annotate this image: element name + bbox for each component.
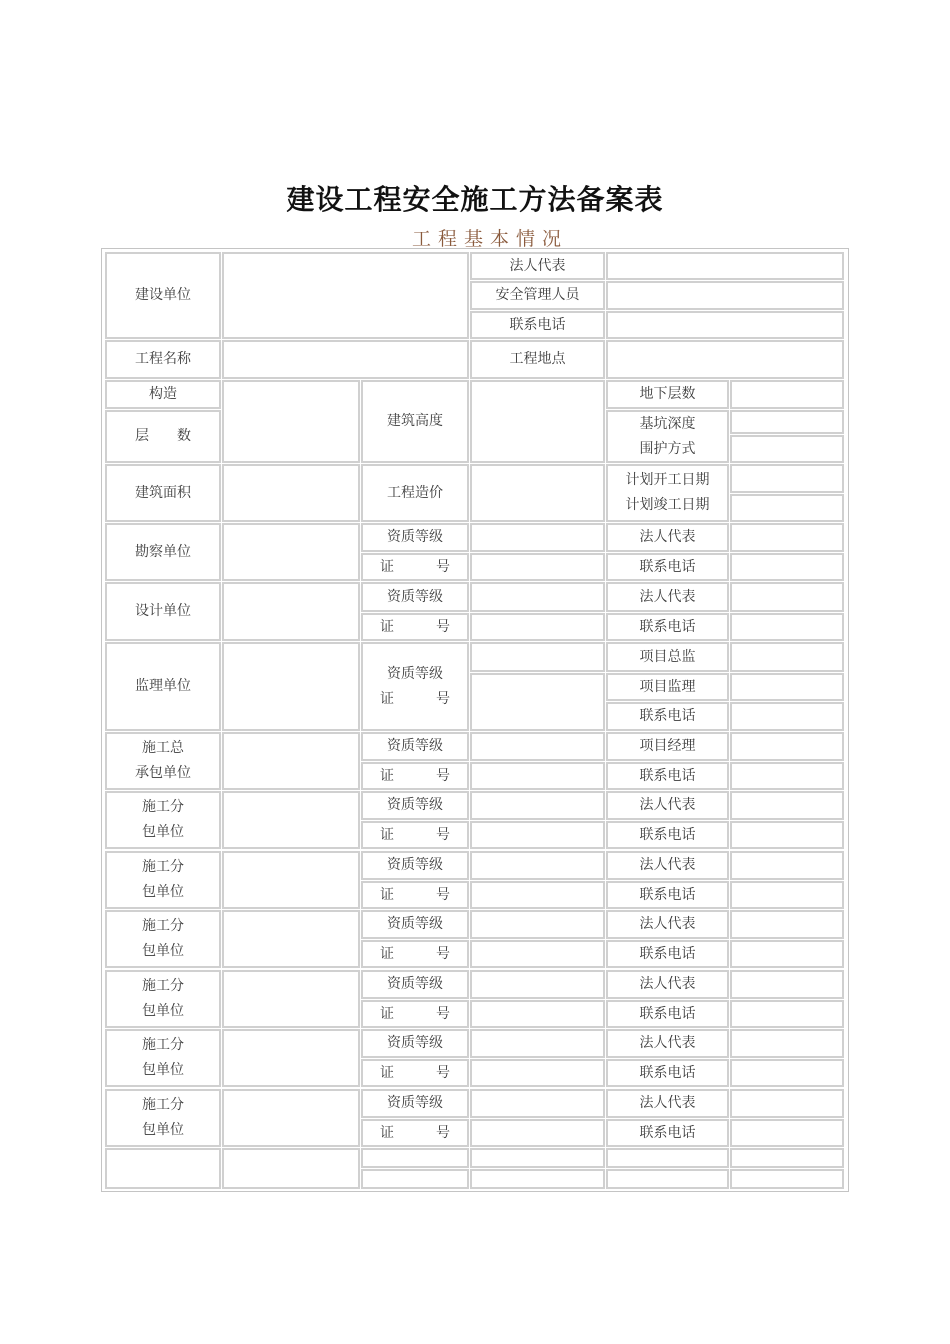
value-fenbao-qual[interactable] (470, 791, 605, 820)
label-sheji-phone: 联系电话 (606, 613, 729, 641)
label-zongbao-phone: 联系电话 (606, 762, 729, 790)
value-fenbao-legal[interactable] (730, 851, 844, 880)
label-jianli-supervisor: 项目监理 (606, 673, 729, 701)
label-fenbao-qual: 资质等级 (361, 910, 469, 939)
label-fenbao-unit: 施工分 包单位 (105, 791, 221, 849)
label-fenbao-legal: 法人代表 (606, 970, 729, 999)
value-sheji-qual[interactable] (470, 582, 605, 612)
label-structure: 构造 (105, 380, 221, 409)
label-fenbao-qual: 资质等级 (361, 851, 469, 880)
label-jianli-chief: 项目总监 (606, 642, 729, 672)
label-kancha-legal: 法人代表 (606, 523, 729, 552)
value-start-date[interactable] (730, 464, 844, 493)
value-underground-floors[interactable] (730, 380, 844, 409)
label-fenbao-phone: 联系电话 (606, 821, 729, 849)
label-safety-mgr: 安全管理人员 (470, 281, 605, 310)
label-fenbao-phone: 联系电话 (606, 1059, 729, 1087)
label-fenbao-cert: 证 号 (361, 881, 469, 909)
label-fenbao-qual: 资质等级 (361, 1029, 469, 1058)
label-fenbao-unit: 施工分 包单位 (105, 1089, 221, 1147)
label-jianli-unit: 监理单位 (105, 642, 221, 731)
value-fenbao-cert[interactable] (470, 1119, 605, 1147)
value-safety-mgr[interactable] (606, 281, 844, 310)
blank-row-unit[interactable] (222, 1148, 360, 1189)
label-fenbao-unit: 施工分 包单位 (105, 851, 221, 909)
value-fenbao-unit[interactable] (222, 970, 360, 1028)
label-fenbao-legal: 法人代表 (606, 910, 729, 939)
label-kancha-qual: 资质等级 (361, 523, 469, 552)
label-pit-support: 基坑深度 围护方式 (606, 410, 729, 463)
label-fenbao-unit: 施工分 包单位 (105, 910, 221, 968)
value-jianshe-phone[interactable] (606, 311, 844, 339)
value-fenbao-phone[interactable] (730, 1000, 844, 1028)
blank-row-c4a[interactable] (470, 1148, 605, 1168)
label-jianli-phone: 联系电话 (606, 702, 729, 731)
value-fenbao-unit[interactable] (222, 1089, 360, 1147)
label-fenbao-phone: 联系电话 (606, 1000, 729, 1028)
blank-row-c5b[interactable] (606, 1169, 729, 1189)
value-fenbao-cert[interactable] (470, 821, 605, 849)
value-fenbao-unit[interactable] (222, 910, 360, 968)
value-zongbao-qual[interactable] (470, 732, 605, 761)
blank-row-label[interactable] (105, 1148, 221, 1189)
value-fenbao-legal[interactable] (730, 1029, 844, 1058)
label-fenbao-qual: 资质等级 (361, 791, 469, 820)
value-sheji-cert[interactable] (470, 613, 605, 641)
label-fenbao-qual: 资质等级 (361, 970, 469, 999)
value-jianli-supervisor[interactable] (730, 673, 844, 701)
blank-row-c6a[interactable] (730, 1148, 844, 1168)
value-zongbao-unit[interactable] (222, 732, 360, 790)
value-kancha-legal[interactable] (730, 523, 844, 552)
value-project-location[interactable] (606, 340, 844, 379)
value-fenbao-qual[interactable] (470, 910, 605, 939)
value-fenbao-qual[interactable] (470, 851, 605, 880)
value-fenbao-qual[interactable] (470, 1089, 605, 1118)
label-legal-rep: 法人代表 (470, 252, 605, 280)
value-fenbao-phone[interactable] (730, 881, 844, 909)
label-fenbao-unit: 施工分 包单位 (105, 970, 221, 1028)
label-project-location: 工程地点 (470, 340, 605, 379)
label-fenbao-cert: 证 号 (361, 1119, 469, 1147)
value-sheji-legal[interactable] (730, 582, 844, 612)
value-project-cost[interactable] (470, 464, 605, 522)
label-jianli-qual-cert: 资质等级 证 号 (361, 642, 469, 731)
label-fenbao-legal: 法人代表 (606, 1089, 729, 1118)
label-fenbao-cert: 证 号 (361, 1000, 469, 1028)
blank-row-c6b[interactable] (730, 1169, 844, 1189)
label-zongbao-cert: 证 号 (361, 762, 469, 790)
value-fenbao-qual[interactable] (470, 1029, 605, 1058)
value-fenbao-phone[interactable] (730, 940, 844, 968)
label-underground-floors: 地下层数 (606, 380, 729, 409)
label-fenbao-legal: 法人代表 (606, 1029, 729, 1058)
label-sheji-unit: 设计单位 (105, 582, 221, 641)
blank-row-c5a[interactable] (606, 1148, 729, 1168)
blank-row-c3a[interactable] (361, 1148, 469, 1168)
value-fenbao-legal[interactable] (730, 910, 844, 939)
value-fenbao-cert[interactable] (470, 1000, 605, 1028)
label-fenbao-legal: 法人代表 (606, 791, 729, 820)
value-jianli-cert[interactable] (470, 673, 605, 731)
value-building-height[interactable] (470, 380, 605, 463)
value-kancha-cert[interactable] (470, 553, 605, 581)
label-sheji-cert: 证 号 (361, 613, 469, 641)
label-zongbao-unit: 施工总 承包单位 (105, 732, 221, 790)
label-fenbao-qual: 资质等级 (361, 1089, 469, 1118)
value-jianshe-unit[interactable] (222, 252, 469, 339)
value-kancha-unit[interactable] (222, 523, 360, 581)
value-jianli-qual[interactable] (470, 642, 605, 672)
value-structure-floors[interactable] (222, 380, 360, 463)
document-title: 建设工程安全施工方法备案表 (286, 183, 664, 216)
value-fenbao-cert[interactable] (470, 940, 605, 968)
label-kancha-phone: 联系电话 (606, 553, 729, 581)
value-fenbao-unit[interactable] (222, 791, 360, 849)
value-jianli-phone[interactable] (730, 702, 844, 731)
label-fenbao-legal: 法人代表 (606, 851, 729, 880)
label-fenbao-cert: 证 号 (361, 940, 469, 968)
value-fenbao-cert[interactable] (470, 1059, 605, 1087)
label-plan-dates: 计划开工日期 计划竣工日期 (606, 464, 729, 522)
label-jianshe-phone: 联系电话 (470, 311, 605, 339)
value-fenbao-legal[interactable] (730, 970, 844, 999)
value-kancha-phone[interactable] (730, 553, 844, 581)
value-jianli-unit[interactable] (222, 642, 360, 731)
label-fenbao-unit: 施工分 包单位 (105, 1029, 221, 1087)
label-kancha-unit: 勘察单位 (105, 523, 221, 581)
value-zongbao-phone[interactable] (730, 762, 844, 790)
value-fenbao-phone[interactable] (730, 821, 844, 849)
label-fenbao-phone: 联系电话 (606, 1119, 729, 1147)
value-fenbao-legal[interactable] (730, 791, 844, 820)
value-support[interactable] (730, 435, 844, 463)
section-subtitle: 工程基本情况 (411, 228, 568, 250)
value-fenbao-qual[interactable] (470, 970, 605, 999)
label-building-area: 建筑面积 (105, 464, 221, 522)
value-project-name[interactable] (222, 340, 469, 379)
value-fenbao-legal[interactable] (730, 1089, 844, 1118)
blank-row-c3b[interactable] (361, 1169, 469, 1189)
value-zongbao-manager[interactable] (730, 732, 844, 761)
value-fenbao-unit[interactable] (222, 1029, 360, 1087)
label-jianshe-unit: 建设单位 (105, 252, 221, 339)
value-kancha-qual[interactable] (470, 523, 605, 552)
value-fenbao-cert[interactable] (470, 881, 605, 909)
label-fenbao-cert: 证 号 (361, 821, 469, 849)
label-building-height: 建筑高度 (361, 380, 469, 463)
label-fenbao-phone: 联系电话 (606, 881, 729, 909)
label-zongbao-qual: 资质等级 (361, 732, 469, 761)
value-fenbao-phone[interactable] (730, 1119, 844, 1147)
value-fenbao-unit[interactable] (222, 851, 360, 909)
value-zongbao-cert[interactable] (470, 762, 605, 790)
label-kancha-cert: 证 号 (361, 553, 469, 581)
value-sheji-unit[interactable] (222, 582, 360, 641)
value-legal-rep[interactable] (606, 252, 844, 280)
value-building-area[interactable] (222, 464, 360, 522)
value-sheji-phone[interactable] (730, 613, 844, 641)
blank-row-c4b[interactable] (470, 1169, 605, 1189)
value-jianli-chief[interactable] (730, 642, 844, 672)
value-pit-depth[interactable] (730, 410, 844, 434)
value-fenbao-phone[interactable] (730, 1059, 844, 1087)
label-sheji-legal: 法人代表 (606, 582, 729, 612)
label-sheji-qual: 资质等级 (361, 582, 469, 612)
label-fenbao-cert: 证 号 (361, 1059, 469, 1087)
label-floors: 层 数 (105, 410, 221, 463)
label-project-cost: 工程造价 (361, 464, 469, 522)
value-finish-date[interactable] (730, 494, 844, 522)
label-fenbao-phone: 联系电话 (606, 940, 729, 968)
label-project-name: 工程名称 (105, 340, 221, 379)
label-zongbao-manager: 项目经理 (606, 732, 729, 761)
